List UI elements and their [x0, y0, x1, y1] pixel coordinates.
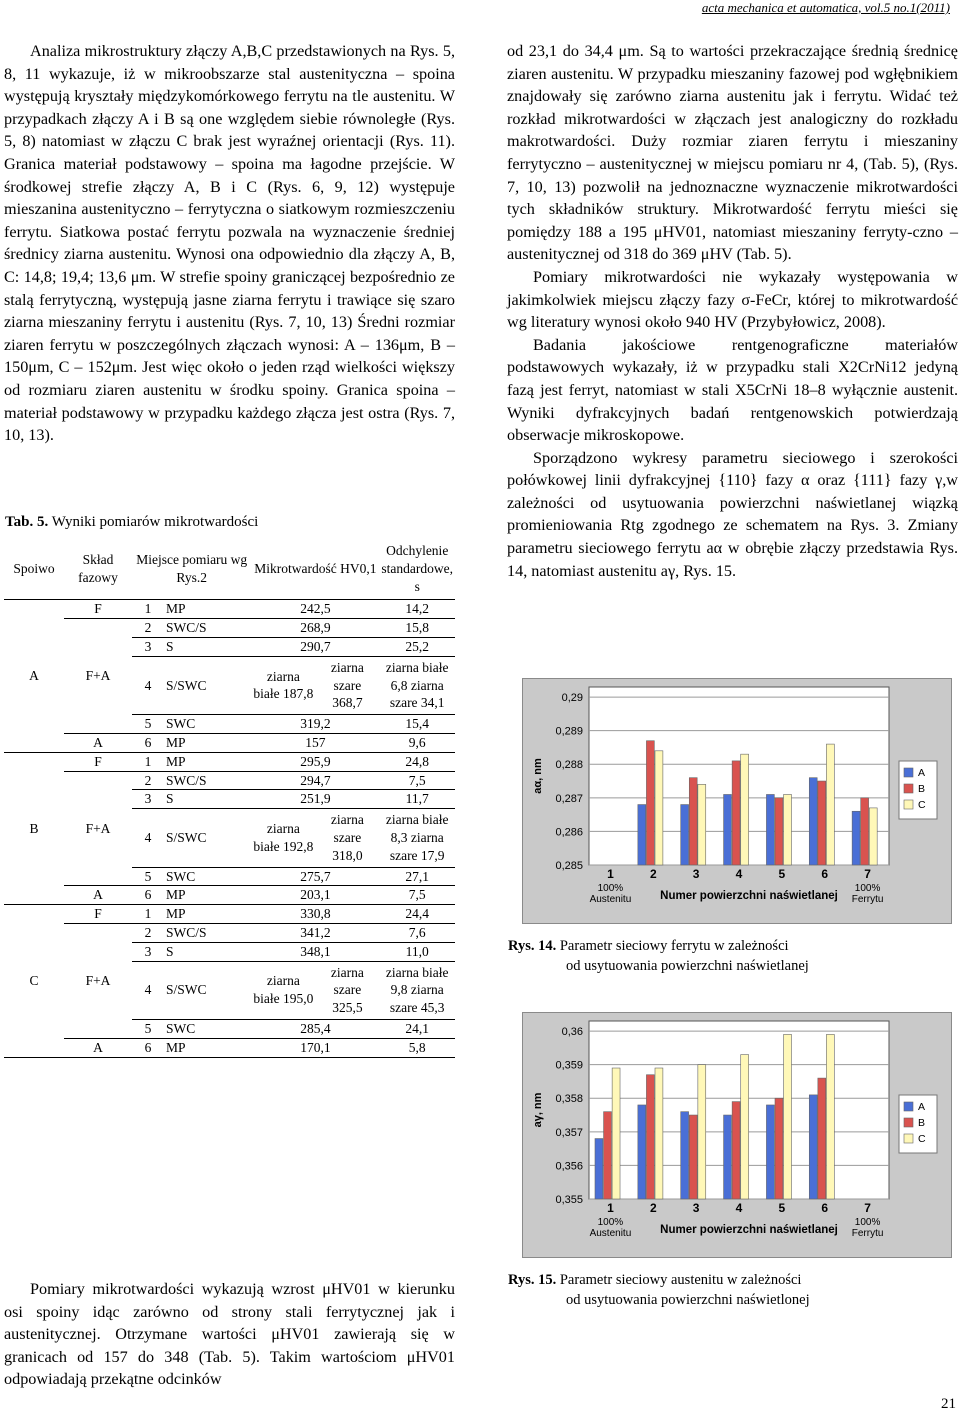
bar-A-3 — [681, 1112, 689, 1199]
table-cell-miejsce: MP — [164, 1038, 251, 1057]
bar-A-6 — [809, 1095, 817, 1199]
table-cell-nr: 6 — [132, 886, 164, 905]
bar-B-4 — [732, 1102, 740, 1199]
chart-ferrite-lattice — [522, 678, 952, 924]
legend-label-B: B — [918, 783, 926, 795]
bar-C-4 — [741, 754, 749, 865]
bar-C-6 — [826, 744, 834, 865]
x-tick-label: 4 — [735, 867, 743, 881]
table-cell-miejsce: SWC/S — [164, 923, 251, 942]
table-cell-faza: F — [64, 905, 132, 924]
x-tick-label: 7 — [864, 1201, 871, 1215]
right-column-text — [507, 40, 958, 582]
table-cell-s: 25,2 — [379, 637, 455, 656]
table-cell-nr: 5 — [132, 867, 164, 886]
table-cell-nr: 1 — [132, 752, 164, 771]
table-cell-s: 7,6 — [379, 923, 455, 942]
table-cell-hv: 170,1 — [251, 1038, 379, 1057]
table-row — [4, 923, 455, 942]
table-cell-miejsce: SWC/S — [164, 619, 251, 638]
table-cell-hv: 268,9 — [251, 619, 379, 638]
table-header-cell: Mikrotwardość HV0,1 — [251, 538, 379, 600]
page-number: 21 — [941, 1396, 956, 1412]
paragraph-right-1: od 23,1 do 34,4 μm. Są to wartości przekraczające średnią średnicę ziaren austenitu. W przypadku mieszaniny fazowej pod wgłębnikiem znajdowały się zarówno ziarna austenitu jak i ferrytu. Widać też rozkład mikrotwardości w złączach jest analogiczny do rozkładu makrotwardości. Duży rozmiar ziaren ferrytu i mieszaniny ferrytyczno – austenitycznej w miejscu pomiaru nr 4, (Tab. 5), (Rys. 7, 10, 13) pozwolił na jednoznaczne wyznaczenie mikrotwardości tych składników struktury. Mikrotwardość ferrytu mieści się pomiędzy 188 a 195 μHV01, natomiast mieszaniny ferryty-czno – austenitycznej od 318 do 369 μHV (Tab. 5). — [507, 42, 958, 264]
table-cell-nr: 2 — [132, 771, 164, 790]
table-cell-hv: 319,2 — [251, 715, 379, 734]
bar-C-6 — [826, 1034, 834, 1199]
bar-B-6 — [818, 1078, 826, 1199]
table-row — [4, 752, 455, 771]
table-row — [4, 886, 455, 905]
bar-A-4 — [724, 1115, 732, 1199]
table-cell-s: ziarna białe 9,8 ziarna szare 45,3 — [379, 961, 455, 1019]
bar-B-6 — [818, 781, 826, 865]
table-caption-text: Wyniki pomiarów mikrotwardości — [48, 514, 259, 530]
table-cell-faza: A — [64, 1038, 132, 1057]
table-cell-s: 11,7 — [379, 790, 455, 809]
bar-A-1 — [595, 1139, 603, 1199]
bar-C-5 — [784, 794, 792, 865]
y-tick-label: 0,286 — [555, 826, 583, 839]
y-tick-label: 0,29 — [561, 692, 583, 705]
table-cell-hv-white: ziarna białe 195,0 — [251, 961, 315, 1019]
x-tick-sublabel: 100% — [597, 1217, 624, 1228]
table-row — [4, 1038, 455, 1057]
table-cell-miejsce: S/SWC — [164, 656, 251, 714]
table-cell-miejsce: MP — [164, 733, 251, 752]
chart-austenite-lattice — [522, 1012, 952, 1258]
table-cell-miejsce: SWC — [164, 715, 251, 734]
x-tick-sublabel: Austenitu — [589, 1228, 632, 1239]
x-tick-sublabel: 100% — [854, 1217, 881, 1228]
x-tick-label: 1 — [607, 1201, 614, 1215]
bar-A-4 — [724, 794, 732, 865]
legend-swatch-B — [904, 784, 913, 793]
table-cell-faza: F+A — [64, 923, 132, 1038]
table-header-cell: Odchylenie standardowe, s — [379, 538, 455, 600]
table-cell-miejsce: MP — [164, 600, 251, 619]
table-cell-hv: 295,9 — [251, 752, 379, 771]
table-cell-nr: 1 — [132, 600, 164, 619]
bar-C-3 — [698, 784, 706, 865]
journal-header: acta mechanica et automatica, vol.5 no.1(2011) — [701, 0, 950, 15]
x-tick-sublabel: 100% — [597, 883, 624, 894]
table-header-cell: Miejsce pomiaru wg Rys.2 — [132, 538, 251, 600]
y-tick-label: 0,359 — [555, 1059, 583, 1072]
legend-label-B: B — [918, 1117, 926, 1129]
x-tick-label: 2 — [649, 1201, 657, 1215]
table-cell-miejsce: SWC/S — [164, 771, 251, 790]
legend-label-C: C — [918, 799, 926, 811]
chart-austenite-svg — [523, 1013, 951, 1257]
y-tick-label: 0,356 — [555, 1160, 583, 1173]
table-cell-miejsce: SWC — [164, 1019, 251, 1038]
bar-C-2 — [655, 1068, 663, 1199]
table-header-cell: Spoiwo — [4, 538, 64, 600]
table-cell-s: 24,8 — [379, 752, 455, 771]
table-cell-faza: A — [64, 733, 132, 752]
table-cell-hv: 157 — [251, 733, 379, 752]
table-cell-s: 9,6 — [379, 733, 455, 752]
table-cell-spoiwo: A — [4, 600, 64, 752]
table-cell-nr: 6 — [132, 733, 164, 752]
table-caption-label: Tab. 5. — [5, 514, 49, 530]
table-header-cell: Skład fazowy — [64, 538, 132, 600]
x-tick-label: 7 — [864, 867, 871, 881]
table-cell-s: 15,4 — [379, 715, 455, 734]
table-cell-s: 7,5 — [379, 886, 455, 905]
bar-B-3 — [689, 1115, 697, 1199]
table-row — [4, 905, 455, 924]
table-cell-faza: F+A — [64, 619, 132, 734]
x-tick-label: 3 — [692, 867, 700, 881]
fig15-label: Rys. 15. — [508, 1272, 557, 1288]
bar-A-5 — [766, 794, 774, 865]
table-row — [4, 600, 455, 619]
table-cell-faza: F+A — [64, 771, 132, 886]
table-cell-hv: 242,5 — [251, 600, 379, 619]
microhardness-table — [4, 538, 455, 1058]
table-cell-nr: 2 — [132, 923, 164, 942]
table-cell-nr: 5 — [132, 715, 164, 734]
table-cell-miejsce: S — [164, 637, 251, 656]
bar-C-2 — [655, 751, 663, 865]
table-cell-s: 14,2 — [379, 600, 455, 619]
fig15-text2: od usytuowania powierzchni naświetlonej — [566, 1292, 810, 1308]
y-axis-title: aα, nm — [532, 758, 544, 794]
table-cell-hv-white: ziarna białe 187,8 — [251, 656, 315, 714]
table-cell-miejsce: MP — [164, 886, 251, 905]
table-cell-s: 24,1 — [379, 1019, 455, 1038]
table-cell-nr: 4 — [132, 961, 164, 1019]
legend-label-A: A — [918, 767, 926, 779]
x-tick-label: 2 — [649, 867, 657, 881]
figure-14-caption — [508, 936, 809, 976]
table-cell-hv: 341,2 — [251, 923, 379, 942]
bar-C-3 — [698, 1065, 706, 1199]
bar-A-2 — [638, 1105, 646, 1199]
bar-C-7 — [869, 808, 877, 865]
table-row — [4, 619, 455, 638]
y-tick-label: 0,287 — [555, 792, 583, 805]
y-tick-label: 0,355 — [555, 1194, 583, 1206]
paragraph-microhardness: Pomiary mikrotwardości wykazują wzrost μHV01 w kierunku osi spoiny idąc zarówno od strony stali ferrytycznej jak i austenitycznej. Otrzymane wartości μHV01 zawierają się w granicach od 157 do 348 (Tab. 5). Takim wartościom μHV01 odpowiadają przekątne odcinków — [4, 1280, 455, 1389]
bar-B-2 — [646, 741, 654, 865]
legend-swatch-B — [904, 1118, 913, 1127]
bar-A-2 — [638, 805, 646, 865]
table-cell-nr: 2 — [132, 619, 164, 638]
x-tick-label: 1 — [607, 867, 614, 881]
fig14-label: Rys. 14. — [508, 938, 557, 954]
y-tick-label: 0,288 — [555, 759, 583, 772]
table-cell-nr: 5 — [132, 1019, 164, 1038]
table-cell-nr: 4 — [132, 809, 164, 867]
table-cell-nr: 3 — [132, 942, 164, 961]
paragraph-right-4: Sporządzono wykresy parametru sieciowego i szerokości połówkowej linii dyfrakcyjnej {110} fazy α oraz {111} fazy γ,w zależności od usytuowania powierzchni naświetlanej wiązką promieniowania Rtg zgodnego ze schematem na Rys. 3. Zmiany parametru sieciowego ferrytu aα w obrębie złączy przedstawia Rys. 14, natomiast austenitu aγ, Rys. 15. — [507, 448, 958, 580]
bar-C-5 — [784, 1034, 792, 1199]
x-tick-label: 4 — [735, 1201, 743, 1215]
table-cell-faza: F — [64, 600, 132, 619]
table-cell-hv: 330,8 — [251, 905, 379, 924]
y-tick-label: 0,357 — [555, 1126, 583, 1139]
table-cell-hv: 290,7 — [251, 637, 379, 656]
table-row — [4, 771, 455, 790]
table-cell-nr: 3 — [132, 637, 164, 656]
table-cell-s: 24,4 — [379, 905, 455, 924]
table-cell-faza: A — [64, 886, 132, 905]
left-bottom-text — [4, 1278, 455, 1391]
x-axis-title: Numer powierzchni naświetlanej — [660, 1224, 838, 1236]
table-cell-miejsce: SWC — [164, 867, 251, 886]
table-cell-s: 5,8 — [379, 1038, 455, 1057]
x-tick-sublabel: Ferrytu — [851, 1228, 884, 1239]
table-cell-miejsce: S/SWC — [164, 961, 251, 1019]
table-cell-hv: 251,9 — [251, 790, 379, 809]
fig14-text: Parametr sieciowy ferrytu w zależności — [556, 938, 789, 954]
fig14-text2: od usytuowania powierzchni naświetlanej — [566, 958, 809, 974]
bar-A-3 — [681, 805, 689, 865]
table-cell-faza: F — [64, 752, 132, 771]
table-cell-s: 11,0 — [379, 942, 455, 961]
legend-swatch-C — [904, 800, 913, 809]
table-cell-nr: 1 — [132, 905, 164, 924]
table-row — [4, 733, 455, 752]
table-cell-miejsce: S/SWC — [164, 809, 251, 867]
table-cell-s: ziarna białe 6,8 ziarna szare 34,1 — [379, 656, 455, 714]
table-cell-hv: 203,1 — [251, 886, 379, 905]
legend-swatch-A — [904, 768, 913, 777]
figure-15-caption — [508, 1270, 810, 1310]
x-tick-label: 5 — [778, 867, 786, 881]
table-cell-hv: 348,1 — [251, 942, 379, 961]
x-tick-label: 6 — [821, 1201, 829, 1215]
table-cell-s: 7,5 — [379, 771, 455, 790]
x-tick-sublabel: 100% — [854, 883, 881, 894]
bar-B-7 — [861, 798, 869, 865]
bar-B-2 — [646, 1075, 654, 1199]
bar-A-5 — [766, 1105, 774, 1199]
bar-B-1 — [604, 1112, 612, 1199]
y-tick-label: 0,289 — [555, 725, 583, 738]
bar-B-5 — [775, 1098, 783, 1199]
legend-swatch-A — [904, 1102, 913, 1111]
table-cell-miejsce: S — [164, 942, 251, 961]
table-cell-hv: 285,4 — [251, 1019, 379, 1038]
table-cell-nr: 6 — [132, 1038, 164, 1057]
table-cell-s: ziarna białe 8,3 ziarna szare 17,9 — [379, 809, 455, 867]
paragraph-right-3: Badania jakościowe rentgenograficzne materiałów podstawowych wykazały, iż w przypadku stali X2CrNi12 jedyną fazą jest ferryt, natomiast w stali X5CrNi 18–8 wyłącznie austenit. Wyniki dyfrakcyjnych badań rentgenowskich potwierdzają obserwacje mikroskopowe. — [507, 335, 958, 445]
left-column-text — [4, 40, 455, 447]
legend-label-A: A — [918, 1101, 926, 1113]
bar-B-4 — [732, 761, 740, 865]
x-axis-title: Numer powierzchni naświetlanej — [660, 890, 838, 902]
bar-A-6 — [809, 778, 817, 865]
bar-B-3 — [689, 778, 697, 865]
table-cell-miejsce: MP — [164, 752, 251, 771]
table-cell-nr: 4 — [132, 656, 164, 714]
table-cell-s: 15,8 — [379, 619, 455, 638]
y-tick-label: 0,358 — [555, 1093, 583, 1106]
table-cell-hv-white: ziarna białe 192,8 — [251, 809, 315, 867]
paragraph-microstructure: Analiza mikrostruktury złączy A,B,C przedstawionych na Rys. 5, 8, 11 wykazuje, iż w mikroobszarze stal austenityczna – spoina występują kryształy międzykomórkowego ferrytu na tle austenitu. W przypadkach złączy A i B są one względem siebie równoległe (Rys. 5, 8) natomiast w złączu C brak jest wyraźnej orientacji (Rys. 11). Granica materiał podstawowy – spoina ma łagodne przejście. W środkowej strefie złączy A, B i C (Rys. 6, 9, 12) występuje mieszanina austenityczno – ferrytyczna o siatkowym rozmieszczeniu ferrytu. Siatkowa postać ferrytu pozwala na wyznaczenie średniej średnicy ziarna austenitu. Wynosi ona odpowiednio dla złączy A, B, C: 14,8; 19,4; 13,6 μm. W strefie spoiny graniczącej bezpośrednio ze stalą ferrytyczną, występują jasne ziarna ferrytu i trawiące się szaro ziarna mieszaniny ferrytu i austenitu (Rys. 7, 10, 13) Średni rozmiar ziaren ferrytu w poszczególnych złączach wynosi: A – 136μm, B – 150μm, C – 152μm. Jest więc około o jeden rząd wielkości większy od rozmiaru ziaren austenitu w środku spoiny. Granica spoina – materiał podstawowy w przypadku każdego złącza jest ostra (Rys. 7, 10, 13). — [4, 42, 455, 445]
x-tick-label: 3 — [692, 1201, 700, 1215]
y-tick-label: 0,285 — [555, 860, 583, 872]
chart-ferrite-svg — [523, 679, 951, 923]
legend-label-C: C — [918, 1133, 926, 1145]
x-tick-sublabel: Ferrytu — [851, 894, 884, 905]
y-tick-label: 0,36 — [561, 1026, 583, 1039]
x-tick-label: 5 — [778, 1201, 786, 1215]
table-cell-hv: 294,7 — [251, 771, 379, 790]
table-cell-miejsce: MP — [164, 905, 251, 924]
bar-C-1 — [612, 1068, 620, 1199]
x-tick-sublabel: Austenitu — [589, 894, 632, 905]
table-cell-spoiwo: C — [4, 905, 64, 1057]
legend-swatch-C — [904, 1134, 913, 1143]
table-cell-nr: 3 — [132, 790, 164, 809]
fig15-text: Parametr sieciowy austenitu w zależności — [556, 1272, 802, 1288]
table-cell-hv-grey: ziarna szare 368,7 — [315, 656, 379, 714]
bar-B-5 — [775, 798, 783, 865]
y-axis-title: aγ, nm — [532, 1092, 544, 1128]
bar-C-4 — [741, 1055, 749, 1199]
paragraph-right-2: Pomiary mikrotwardości nie wykazały występowania w jakimkolwiek miejscu złączy fazy σ-FeCr, której to mikrotwardość wg literatury wynosi około 940 HV (Przybyłowicz, 2008). — [507, 267, 958, 332]
table-cell-hv-grey: ziarna szare 318,0 — [315, 809, 379, 867]
table-cell-miejsce: S — [164, 790, 251, 809]
x-tick-label: 6 — [821, 867, 829, 881]
table-cell-spoiwo: B — [4, 752, 64, 904]
table-cell-hv-grey: ziarna szare 325,5 — [315, 961, 379, 1019]
table-cell-s: 27,1 — [379, 867, 455, 886]
table-cell-hv: 275,7 — [251, 867, 379, 886]
table-caption — [5, 514, 258, 531]
bar-A-7 — [852, 811, 860, 865]
